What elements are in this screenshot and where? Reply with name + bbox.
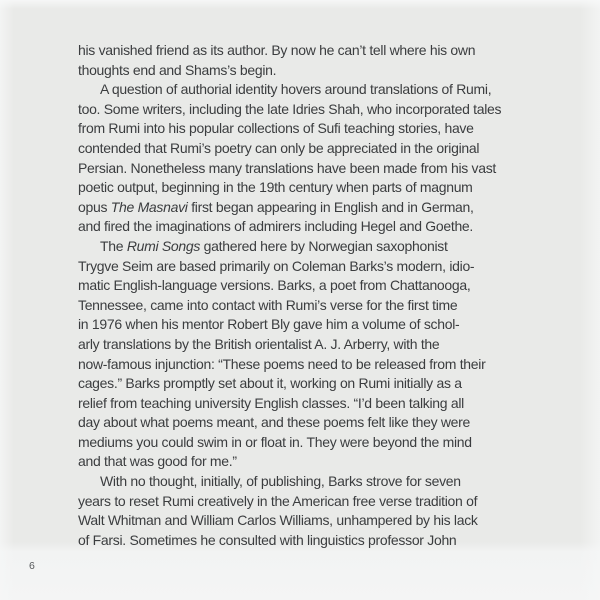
text-line: [78, 531, 558, 551]
text-segment: Tennessee, came into contact with Rumi’s verse for the first time: [78, 296, 458, 313]
text-segment: mediums you could swim in or float in. They were beyond the mind: [78, 433, 472, 450]
text-line: [78, 61, 558, 81]
text-line: [78, 433, 558, 453]
text-segment: With no thought, initially, of publishing, Barks strove for seven: [100, 473, 461, 490]
text-segment: contended that Rumi’s poetry can only be appreciated in the original: [78, 139, 480, 156]
text-segment: cages.” Barks promptly set about it, working on Rumi initially as a: [78, 375, 462, 392]
text-segment: of Farsi. Sometimes he consulted with linguistics professor John: [78, 531, 457, 548]
text-line: [78, 178, 558, 198]
text-segment: and fired the imaginations of admirers including Hegel and Goethe.: [78, 218, 474, 235]
text-segment: now-famous injunction: “These poems need to be released from their: [78, 355, 486, 372]
text-segment: Walt Whitman and William Carlos Williams, unhampered by his lack: [78, 512, 478, 529]
text-segment: day about what poems meant, and these poems felt like they were: [78, 414, 471, 431]
text-segment: A question of authorial identity hovers around translations of Rumi,: [100, 81, 492, 98]
text-line: [78, 511, 558, 531]
text-line: [78, 472, 558, 492]
text-segment: The: [100, 237, 127, 254]
text-segment: matic English-language versions. Barks, a poet from Chattanooga,: [78, 277, 471, 294]
text-line: [78, 276, 558, 296]
text-line: [78, 198, 558, 218]
text-segment: his vanished friend as its author. By now he can’t tell where his own: [78, 42, 476, 58]
text-line: [78, 159, 558, 179]
text-line: [78, 315, 558, 335]
text-line: [78, 413, 558, 433]
text-segment: gathered here by Norwegian saxophonist: [200, 237, 448, 254]
text-segment: poetic output, beginning in the 19th century when parts of magnum: [78, 179, 473, 196]
text-segment: and that was good for me.”: [78, 453, 237, 470]
text-line: [78, 257, 558, 277]
text-line: [78, 335, 558, 355]
text-line: [78, 217, 558, 237]
text-segment: in 1976 when his mentor Robert Bly gave him a volume of schol-: [78, 316, 460, 333]
text-line: [78, 100, 558, 120]
italic-text-segment: The Masnavi: [110, 198, 188, 215]
text-line: [78, 41, 558, 61]
text-segment: Trygve Seim are based primarily on Coleman Barks’s modern, idio-: [78, 257, 475, 274]
text-line: [78, 452, 558, 472]
text-segment: years to reset Rumi creatively in the American free verse tradition of: [78, 492, 478, 509]
text-line: [78, 139, 558, 159]
text-line: [78, 119, 558, 139]
italic-text-segment: Rumi Songs: [126, 237, 201, 254]
text-segment: opus: [78, 198, 111, 215]
text-line: [78, 80, 558, 100]
text-segment: first began appearing in English and in German,: [187, 198, 474, 215]
text-segment: arly translations by the British orientalist A. J. Arberry, with the: [78, 335, 440, 352]
page-number: 6: [29, 560, 35, 572]
text-block: [78, 41, 558, 550]
text-line: [78, 296, 558, 316]
text-line: [78, 492, 558, 512]
text-line: [78, 237, 558, 257]
text-segment: thoughts end and Shams’s begin.: [78, 61, 277, 78]
text-line: [78, 374, 558, 394]
text-segment: Persian. Nonetheless many translations have been made from his vast: [78, 159, 497, 176]
text-segment: from Rumi into his popular collections of Sufi teaching stories, have: [78, 120, 474, 137]
text-line: [78, 355, 558, 375]
text-segment: too. Some writers, including the late Idries Shah, who incorporated tales: [78, 100, 502, 117]
text-line: [78, 394, 558, 414]
text-segment: relief from teaching university English classes. “I’d been talking all: [78, 394, 464, 411]
